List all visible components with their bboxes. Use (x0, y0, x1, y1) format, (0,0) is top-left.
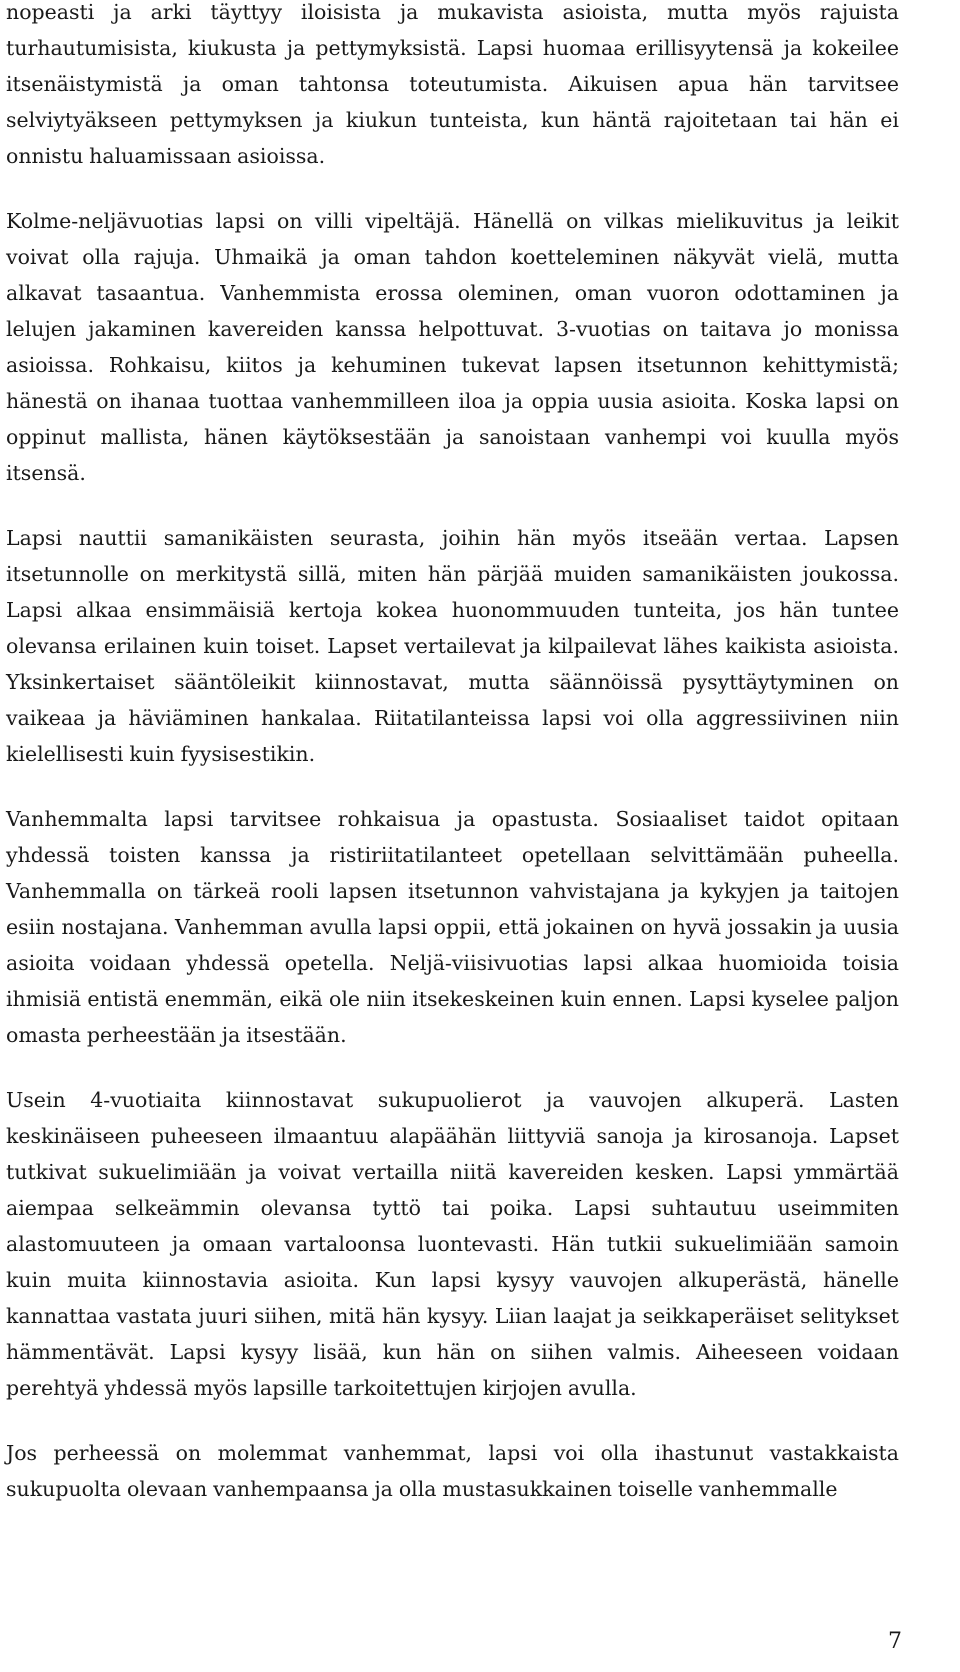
paragraph: Jos perheessä on molemmat vanhemmat, lapsi voi olla ihastunut vastakkaista sukupuolta olevaan vanhempaansa ja olla mustasukkainen toiselle vanhemmalle (6, 1441, 899, 1501)
paragraph: Usein 4-vuotiaita kiinnostavat sukupuolierot ja vauvojen alkuperä. Lasten keskinäiseen puheeseen ilmaantuu alapäähän liittyviä sanoja ja kirosanoja. Lapset tutkivat sukuelimiään ja voivat vertailla niitä kavereiden kesken. Lapsi ymmärtää aiempaa selkeämmin olevansa tyttö tai poika. Lapsi suhtautuu useimmiten alastomuuteen ja omaan vartaloonsa luontevasti. Hän tutkii sukuelimiään samoin kuin muita kiinnostavia asioita. Kun lapsi kysyy vauvojen alkuperästä, hänelle kannattaa vastata juuri siihen, mitä hän kysyy. Liian laajat ja seikkaperäiset selitykset hämmentävät. Lapsi kysyy lisää, kun hän on siihen valmis. Aiheeseen voidaan perehtyä yhdessä myös lapsille tarkoitettujen kirjojen avulla. (6, 1088, 899, 1400)
paragraph: Kolme-neljävuotias lapsi on villi vipeltäjä. Hänellä on vilkas mielikuvitus ja leikit voivat olla rajuja. Uhmaikä ja oman tahdon koetteleminen näkyvät vielä, mutta alkavat tasaantua. Vanhemmista erossa oleminen, oman vuoron odottaminen ja lelujen jakaminen kavereiden kanssa helpottuvat. 3-vuotias on taitava jo monissa asioissa. Rohkaisu, kiitos ja kehuminen tukevat lapsen itsetunnon kehittymistä; hänestä on ihanaa tuottaa vanhemmilleen iloa ja oppia uusia asioita. Koska lapsi on oppinut mallista, hänen käytöksestään ja sanoistaan vanhempi voi kuulla myös itsensä. (6, 209, 899, 485)
page-number: 7 (888, 1629, 902, 1654)
body-text (6, 0, 899, 1507)
paragraph: Lapsi nauttii samanikäisten seurasta, joihin hän myös itseään vertaa. Lapsen itsetunnolle on merkitystä sillä, miten hän pärjää muiden samanikäisten joukossa. Lapsi alkaa ensimmäisiä kertoja kokea huonommuuden tunteita, jos hän tuntee olevansa erilainen kuin toiset. Lapset vertailevat ja kilpailevat lähes kaikista asioista. Yksinkertaiset sääntöleikit kiinnostavat, mutta säännöissä pysyttäytyminen on vaikeaa ja häviäminen hankalaa. Riitatilanteissa lapsi voi olla aggressiivinen niin kielellisesti kuin fyysisestikin. (6, 526, 899, 766)
paragraph: Vanhemmalta lapsi tarvitsee rohkaisua ja opastusta. Sosiaaliset taidot opitaan yhdessä toisten kanssa ja ristiriitatilanteet opetellaan selvittämään puheella. Vanhemmalla on tärkeä rooli lapsen itsetunnon vahvistajana ja kykyjen ja taitojen esiin nostajana. Vanhemman avulla lapsi oppii, että jokainen on hyvä jossakin ja uusia asioita voidaan yhdessä opetella. Neljä-viisivuotias lapsi alkaa huomioida toisia ihmisiä entistä enemmän, eikä ole niin itsekeskeinen kuin ennen. Lapsi kyselee paljon omasta perheestään ja itsestään. (6, 807, 899, 1047)
paragraph: nopeasti ja arki täyttyy iloisista ja mukavista asioista, mutta myös rajuista turhautumisista, kiukusta ja pettymyksistä. Lapsi huomaa erillisyytensä ja kokeilee itsenäistymistä ja oman tahtonsa toteutumista. Aikuisen apua hän tarvitsee selviytyäkseen pettymyksen ja kiukun tunteista, kun häntä rajoitetaan tai hän ei onnistu haluamissaan asioissa. (6, 0, 899, 168)
